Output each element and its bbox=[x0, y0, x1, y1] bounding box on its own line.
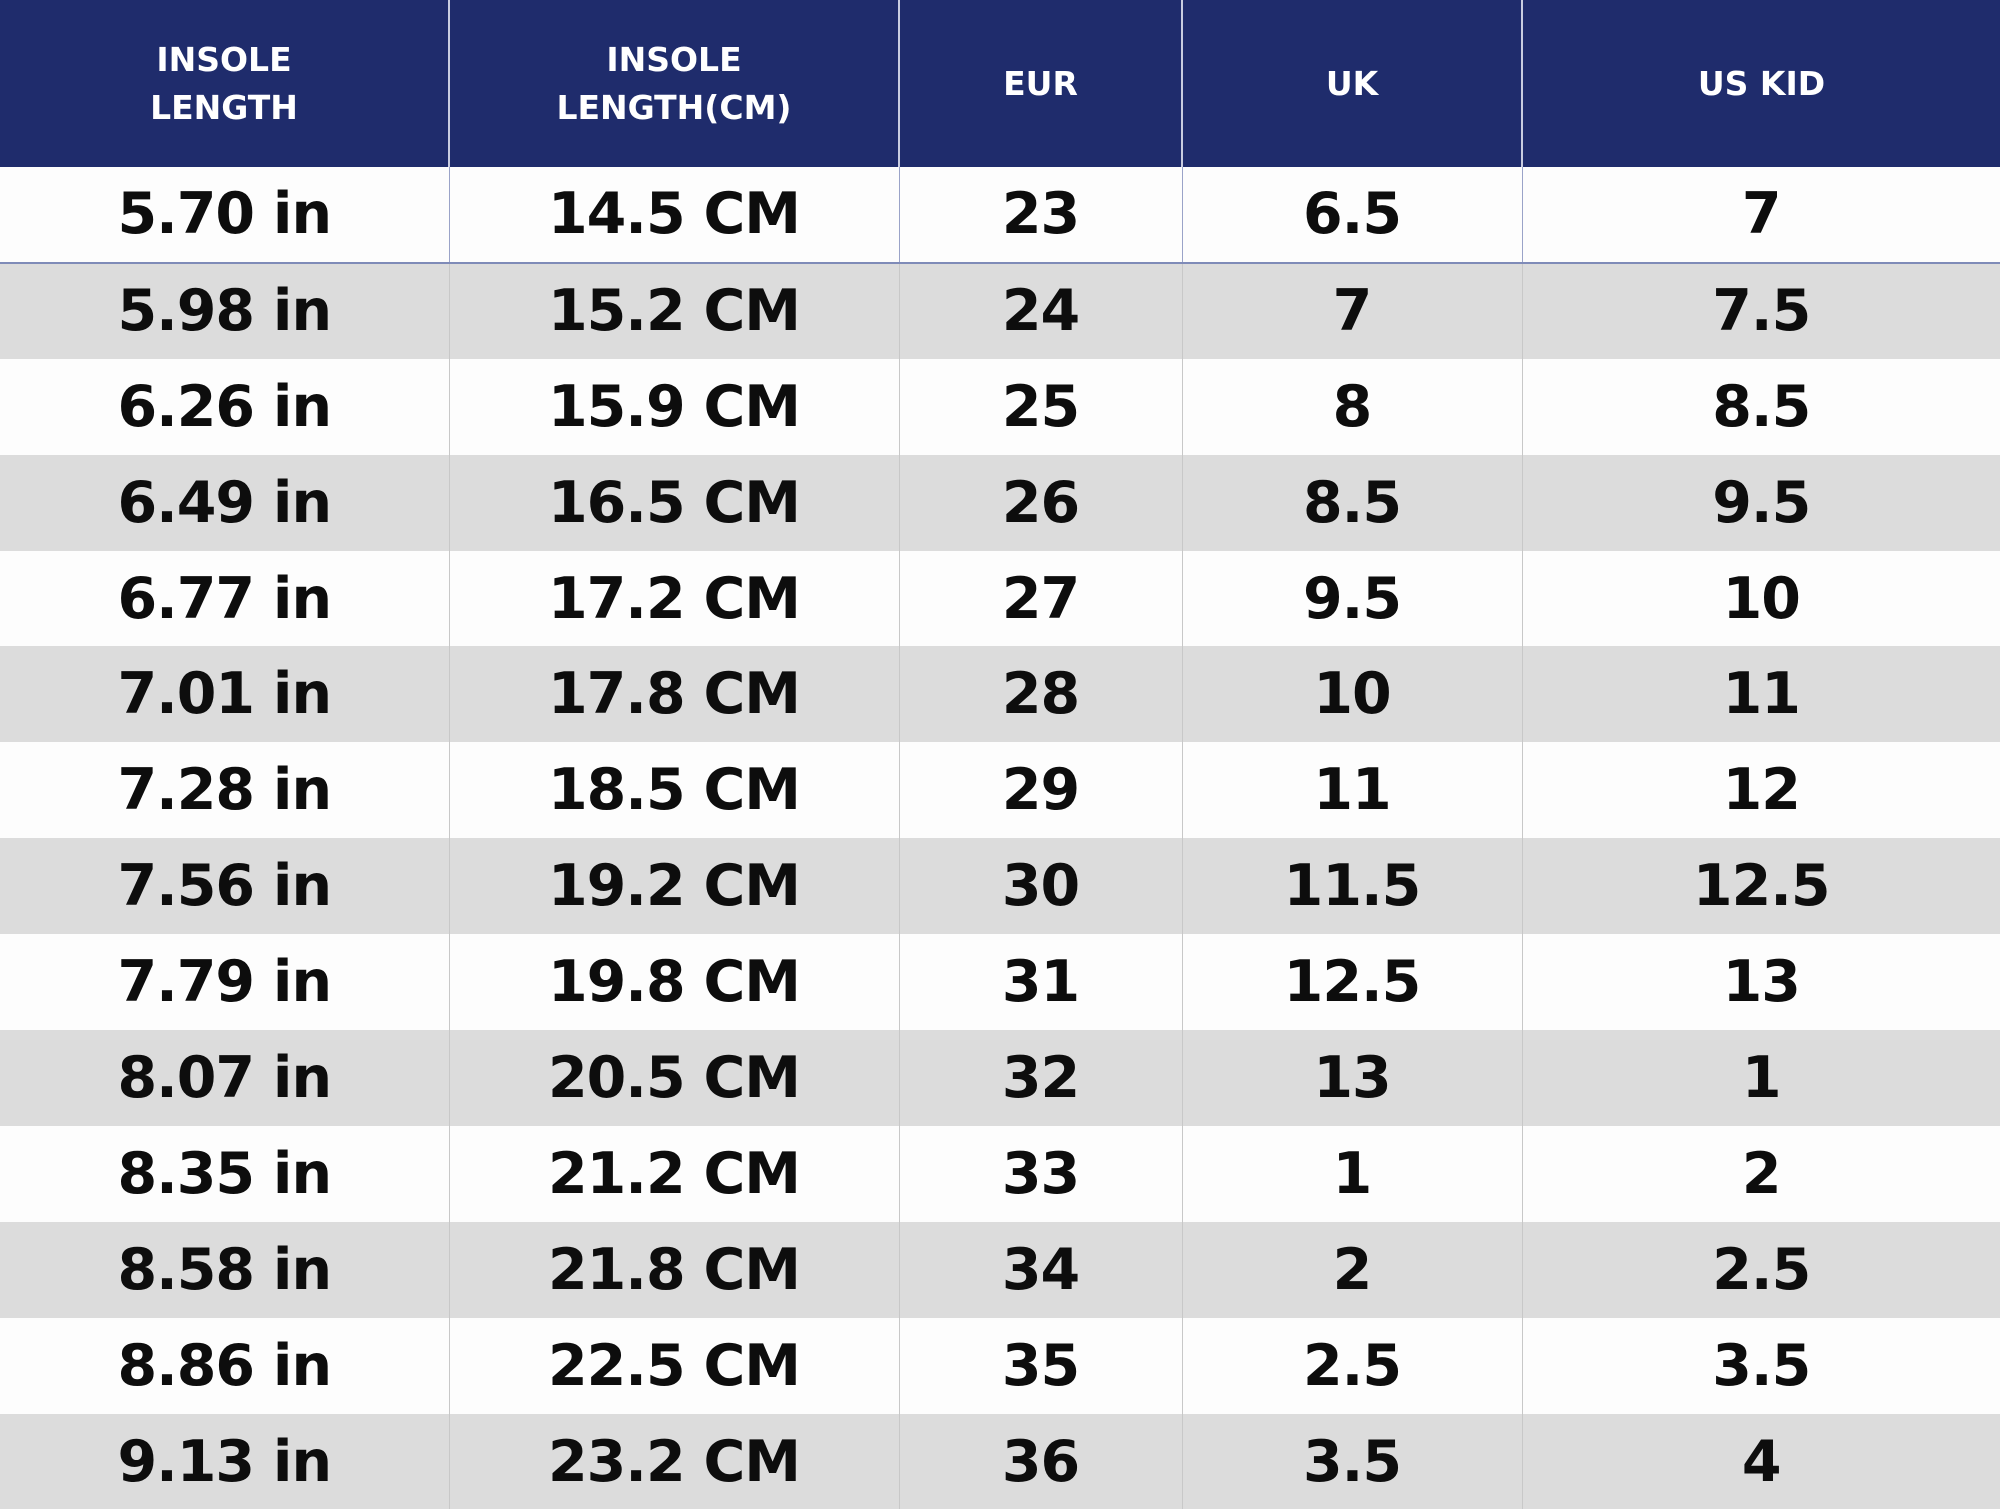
column-header-label: LENGTH(CM) bbox=[556, 87, 792, 127]
cell-eur: 24 bbox=[899, 263, 1182, 359]
column-header-label: LENGTH bbox=[150, 87, 298, 127]
cell-uk: 6.5 bbox=[1182, 167, 1522, 263]
cell-insole-length-cm: 21.8 CM bbox=[449, 1222, 899, 1318]
cell-insole-length-in: 8.86 in bbox=[117, 1332, 332, 1399]
table-row bbox=[0, 742, 2000, 838]
table-row bbox=[0, 1222, 2000, 1318]
cell-eur: 26 bbox=[899, 455, 1182, 551]
cell-insole-length-in: 7.79 in bbox=[117, 949, 332, 1016]
table-row bbox=[0, 838, 2000, 934]
cell-uk: 1 bbox=[1182, 1126, 1522, 1222]
cell-insole-length-in: 8.35 in bbox=[117, 1140, 332, 1207]
cell-eur: 32 bbox=[899, 1030, 1182, 1126]
table-row bbox=[0, 1126, 2000, 1222]
cell-insole-length-cm: 21.2 CM bbox=[449, 1126, 899, 1222]
column-header-eur bbox=[899, 0, 1182, 167]
cell-insole-length-in: 7.01 in bbox=[117, 661, 332, 728]
cell-insole-length-cm: 17.2 CM bbox=[449, 551, 899, 647]
cell-us-kid: 11 bbox=[1522, 646, 2000, 742]
cell-insole-length-cm: 15.2 CM bbox=[449, 263, 899, 359]
column-header-label: INSOLE bbox=[606, 39, 742, 79]
cell-us-kid: 10 bbox=[1522, 551, 2000, 647]
cell-insole-length-in: 6.26 in bbox=[117, 373, 332, 440]
cell-insole-length-in: 6.77 in bbox=[117, 565, 332, 632]
table-row bbox=[0, 167, 2000, 263]
cell-insole-length-cm: 19.2 CM bbox=[449, 838, 899, 934]
cell-insole-length-in: 6.49 in bbox=[117, 469, 332, 536]
column-header-label: EUR bbox=[1003, 63, 1078, 103]
cell-eur: 31 bbox=[899, 934, 1182, 1030]
cell-uk: 13 bbox=[1182, 1030, 1522, 1126]
cell-us-kid: 2 bbox=[1522, 1126, 2000, 1222]
table-row bbox=[0, 359, 2000, 455]
cell-eur: 36 bbox=[899, 1414, 1182, 1509]
cell-insole-length-in: 7.28 in bbox=[117, 757, 332, 824]
cell-insole-length-cm: 22.5 CM bbox=[449, 1318, 899, 1414]
cell-insole-length-in: 7.56 in bbox=[117, 853, 332, 920]
cell-uk: 8.5 bbox=[1182, 455, 1522, 551]
column-header-insole-length-in bbox=[0, 0, 449, 167]
cell-us-kid: 9.5 bbox=[1522, 455, 2000, 551]
cell-us-kid: 3.5 bbox=[1522, 1318, 2000, 1414]
table-row bbox=[0, 455, 2000, 551]
table-header bbox=[0, 0, 2000, 167]
cell-uk: 12.5 bbox=[1182, 934, 1522, 1030]
cell-uk: 3.5 bbox=[1182, 1414, 1522, 1509]
cell-insole-length-in: 8.58 in bbox=[117, 1236, 332, 1303]
cell-us-kid: 7.5 bbox=[1522, 263, 2000, 359]
table-row bbox=[0, 1318, 2000, 1414]
cell-insole-length-cm: 14.5 CM bbox=[449, 167, 899, 263]
cell-us-kid: 12.5 bbox=[1522, 838, 2000, 934]
cell-uk: 2 bbox=[1182, 1222, 1522, 1318]
cell-eur: 33 bbox=[899, 1126, 1182, 1222]
header-row bbox=[0, 0, 2000, 167]
cell-uk: 2.5 bbox=[1182, 1318, 1522, 1414]
cell-insole-length-cm: 18.5 CM bbox=[449, 742, 899, 838]
cell-insole-length-cm: 15.9 CM bbox=[449, 359, 899, 455]
cell-us-kid: 13 bbox=[1522, 934, 2000, 1030]
cell-uk: 7 bbox=[1182, 263, 1522, 359]
cell-uk: 11.5 bbox=[1182, 838, 1522, 934]
table-row bbox=[0, 551, 2000, 647]
table-row bbox=[0, 934, 2000, 1030]
table-row bbox=[0, 1030, 2000, 1126]
cell-eur: 35 bbox=[899, 1318, 1182, 1414]
cell-uk: 9.5 bbox=[1182, 551, 1522, 647]
column-header-us-kid bbox=[1522, 0, 2000, 167]
cell-insole-length-in: 9.13 in bbox=[117, 1428, 332, 1495]
column-header-label: US KID bbox=[1697, 63, 1826, 103]
table-body bbox=[0, 167, 2000, 1509]
cell-insole-length-cm: 20.5 CM bbox=[449, 1030, 899, 1126]
cell-insole-length-cm: 17.8 CM bbox=[449, 646, 899, 742]
cell-eur: 30 bbox=[899, 838, 1182, 934]
cell-us-kid: 2.5 bbox=[1522, 1222, 2000, 1318]
cell-us-kid: 7 bbox=[1522, 167, 2000, 263]
cell-insole-length-cm: 19.8 CM bbox=[449, 934, 899, 1030]
cell-us-kid: 1 bbox=[1522, 1030, 2000, 1126]
table-row bbox=[0, 646, 2000, 742]
cell-eur: 27 bbox=[899, 551, 1182, 647]
cell-uk: 8 bbox=[1182, 359, 1522, 455]
cell-eur: 29 bbox=[899, 742, 1182, 838]
cell-insole-length-in: 5.98 in bbox=[117, 278, 332, 345]
table-row bbox=[0, 1414, 2000, 1509]
cell-eur: 25 bbox=[899, 359, 1182, 455]
cell-uk: 10 bbox=[1182, 646, 1522, 742]
cell-insole-length-in: 8.07 in bbox=[117, 1044, 332, 1111]
cell-eur: 34 bbox=[899, 1222, 1182, 1318]
column-header-uk bbox=[1182, 0, 1522, 167]
cell-us-kid: 12 bbox=[1522, 742, 2000, 838]
column-header-insole-length-cm bbox=[449, 0, 899, 167]
column-header-label: UK bbox=[1325, 63, 1379, 103]
table-row bbox=[0, 263, 2000, 359]
cell-uk: 11 bbox=[1182, 742, 1522, 838]
column-header-label: INSOLE bbox=[156, 39, 292, 79]
cell-us-kid: 8.5 bbox=[1522, 359, 2000, 455]
cell-eur: 23 bbox=[899, 167, 1182, 263]
cell-insole-length-cm: 16.5 CM bbox=[449, 455, 899, 551]
cell-insole-length-in: 5.70 in bbox=[117, 181, 332, 248]
cell-us-kid: 4 bbox=[1522, 1414, 2000, 1509]
cell-eur: 28 bbox=[899, 646, 1182, 742]
cell-insole-length-cm: 23.2 CM bbox=[449, 1414, 899, 1509]
